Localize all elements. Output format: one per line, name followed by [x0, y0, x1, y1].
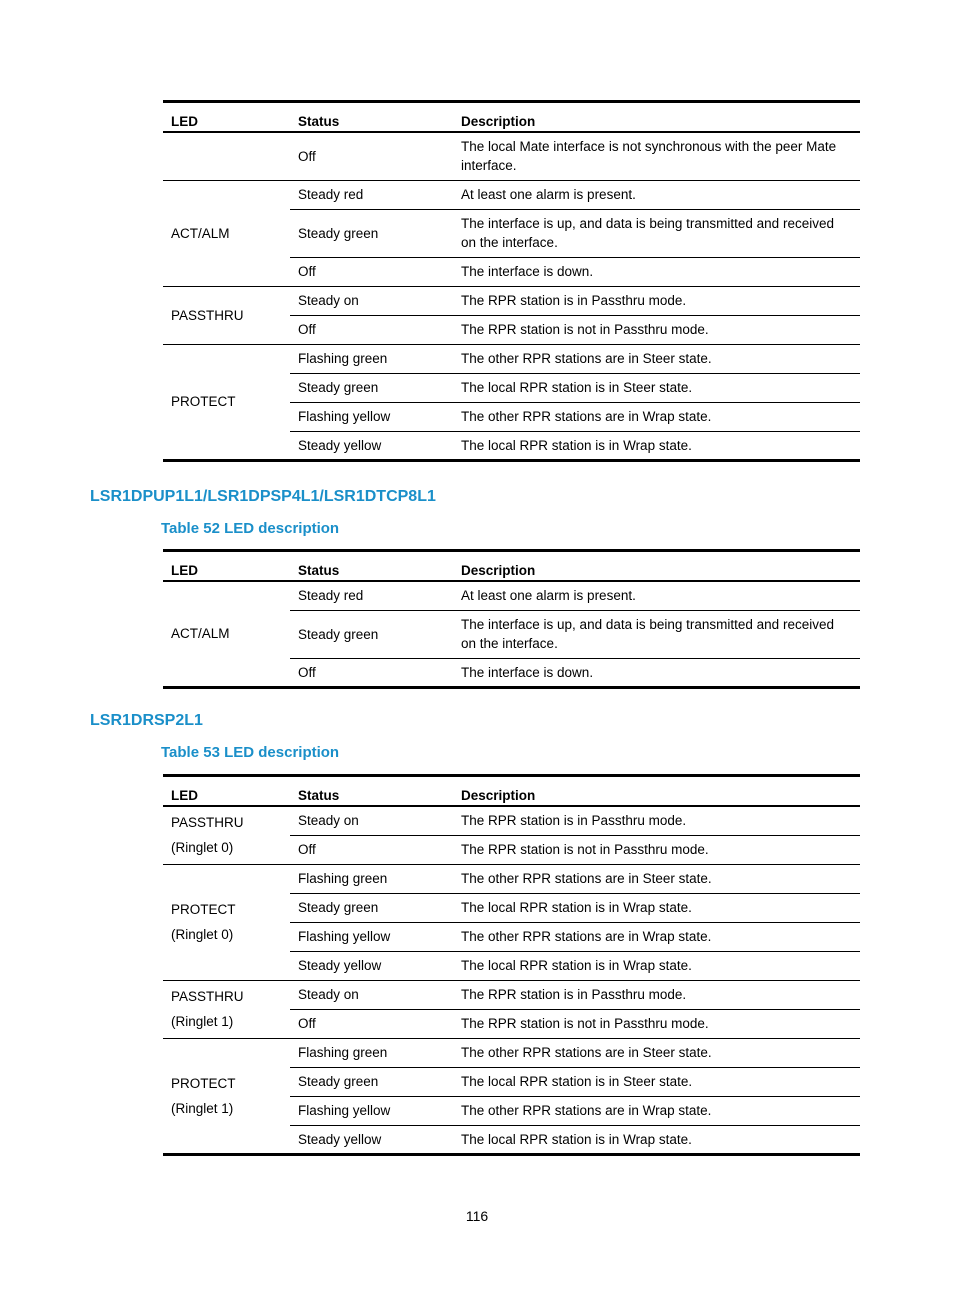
header-led: LED — [163, 102, 290, 133]
description-cell: The local RPR station is in Wrap state. — [453, 431, 860, 460]
header-description: Description — [453, 551, 860, 582]
led-cell — [163, 132, 290, 180]
led-name: PASSTHRU — [171, 815, 244, 831]
status-cell: Off — [298, 148, 316, 164]
status-cell: Flashing green — [290, 344, 453, 373]
status-cell: Steady on — [298, 813, 359, 829]
description-cell: The RPR station is in Passthru mode. — [453, 980, 860, 1009]
table-row — [163, 581, 860, 610]
led-cell: ACT/ALM — [163, 180, 290, 286]
status-cell: Steady on — [290, 286, 453, 315]
status-cell: Steady yellow — [290, 951, 453, 980]
section-heading: LSR1DRSP2L1 — [90, 712, 203, 729]
status-cell: Steady red — [290, 180, 453, 209]
led-cell — [163, 864, 290, 980]
section-heading: LSR1DPUP1L1/LSR1DPSP4L1/LSR1DTCP8L1 — [90, 488, 436, 505]
description-cell: The RPR station is not in Passthru mode. — [453, 835, 860, 864]
header-status: Status — [290, 102, 453, 133]
led-ringlet: (Ringlet 1) — [171, 1100, 234, 1116]
header-description: Description — [453, 102, 860, 133]
led-ringlet: (Ringlet 0) — [171, 840, 234, 856]
status-cell: Flashing yellow — [290, 1096, 453, 1125]
description-cell: The interface is down. — [453, 257, 860, 286]
table-row — [163, 806, 860, 835]
led-table-52 — [163, 549, 860, 689]
led-cell — [163, 806, 290, 864]
status-cell: Steady green — [290, 610, 453, 658]
status-cell: Off — [290, 315, 453, 344]
status-cell: Steady green — [290, 1067, 453, 1096]
led-cell — [163, 980, 290, 1038]
led-cell: PROTECT — [163, 344, 290, 460]
status-cell: Flashing yellow — [290, 922, 453, 951]
table-header-row — [163, 102, 860, 133]
description-cell: The other RPR stations are in Steer state. — [453, 344, 860, 373]
led-ringlet: (Ringlet 0) — [171, 927, 234, 942]
led-name: PROTECT — [171, 902, 236, 917]
led-cell — [163, 1038, 290, 1154]
header-status: Status — [290, 776, 453, 807]
table-row — [163, 180, 860, 209]
description-cell: The local RPR station is in Wrap state. — [453, 893, 860, 922]
status-cell: Flashing green — [290, 1038, 453, 1067]
table-caption: Table 53 LED description — [161, 744, 340, 761]
table-header-row — [163, 551, 860, 582]
description-cell: The RPR station is in Passthru mode. — [453, 286, 860, 315]
led-table-continued — [163, 100, 860, 462]
led-ringlet: (Ringlet 1) — [171, 1014, 234, 1029]
table-row — [163, 980, 860, 1009]
description-cell: The interface is down. — [453, 658, 860, 687]
led-table-53 — [163, 774, 860, 1156]
status-cell: Steady yellow — [290, 1125, 453, 1154]
description-cell: The other RPR stations are in Wrap state. — [453, 922, 860, 951]
description-cell: The other RPR stations are in Wrap state. — [453, 402, 860, 431]
table-caption: Table 52 LED description — [161, 520, 340, 537]
description-cell: The other RPR stations are in Steer state. — [453, 1038, 860, 1067]
led-name: PASSTHRU — [171, 989, 244, 1004]
description-cell: The RPR station is not in Passthru mode. — [453, 1009, 860, 1038]
description-cell: The interface is up, and data is being transmitted and received on the interface. — [453, 610, 860, 658]
led-name: PROTECT — [171, 1075, 236, 1091]
table-row — [163, 132, 860, 180]
description-cell: The local RPR station is in Steer state. — [453, 373, 860, 402]
status-cell: Steady green — [290, 209, 453, 257]
status-cell: Off — [290, 835, 453, 864]
led-cell: ACT/ALM — [163, 581, 290, 687]
led-cell: PASSTHRU — [163, 286, 290, 344]
description-cell: The local RPR station is in Wrap state. — [453, 1125, 860, 1154]
status-cell: Flashing green — [290, 864, 453, 893]
status-cell: Steady yellow — [290, 431, 453, 460]
description-cell: The local RPR station is in Steer state. — [453, 1067, 860, 1096]
description-cell: The RPR station is in Passthru mode. — [461, 813, 687, 829]
description-cell: The other RPR stations are in Wrap state. — [453, 1096, 860, 1125]
status-cell: Off — [290, 257, 453, 286]
description-cell: The RPR station is not in Passthru mode. — [453, 315, 860, 344]
status-cell: Steady on — [290, 980, 453, 1009]
table-row — [163, 1038, 860, 1067]
status-cell: Steady red — [298, 588, 364, 604]
description-cell: The local RPR station is in Wrap state. — [453, 951, 860, 980]
header-description: Description — [453, 776, 860, 807]
table-row — [163, 286, 860, 315]
description-cell: At least one alarm is present. — [461, 588, 636, 604]
header-led: LED — [163, 551, 290, 582]
description-cell: At least one alarm is present. — [453, 180, 860, 209]
header-led: LED — [163, 776, 290, 807]
status-cell: Steady green — [290, 373, 453, 402]
header-status: Status — [290, 551, 453, 582]
table-header-row — [163, 776, 860, 807]
status-cell: Off — [290, 658, 453, 687]
description-cell: The other RPR stations are in Steer state. — [453, 864, 860, 893]
page-number: 116 — [465, 1208, 489, 1224]
status-cell: Off — [290, 1009, 453, 1038]
description-cell: The local Mate interface is not synchronous with the peer Mate interface. — [461, 139, 837, 174]
status-cell: Steady green — [290, 893, 453, 922]
table-row — [163, 864, 860, 893]
status-cell: Flashing yellow — [290, 402, 453, 431]
description-cell: The interface is up, and data is being transmitted and received on the interface. — [453, 209, 860, 257]
table-row — [163, 344, 860, 373]
